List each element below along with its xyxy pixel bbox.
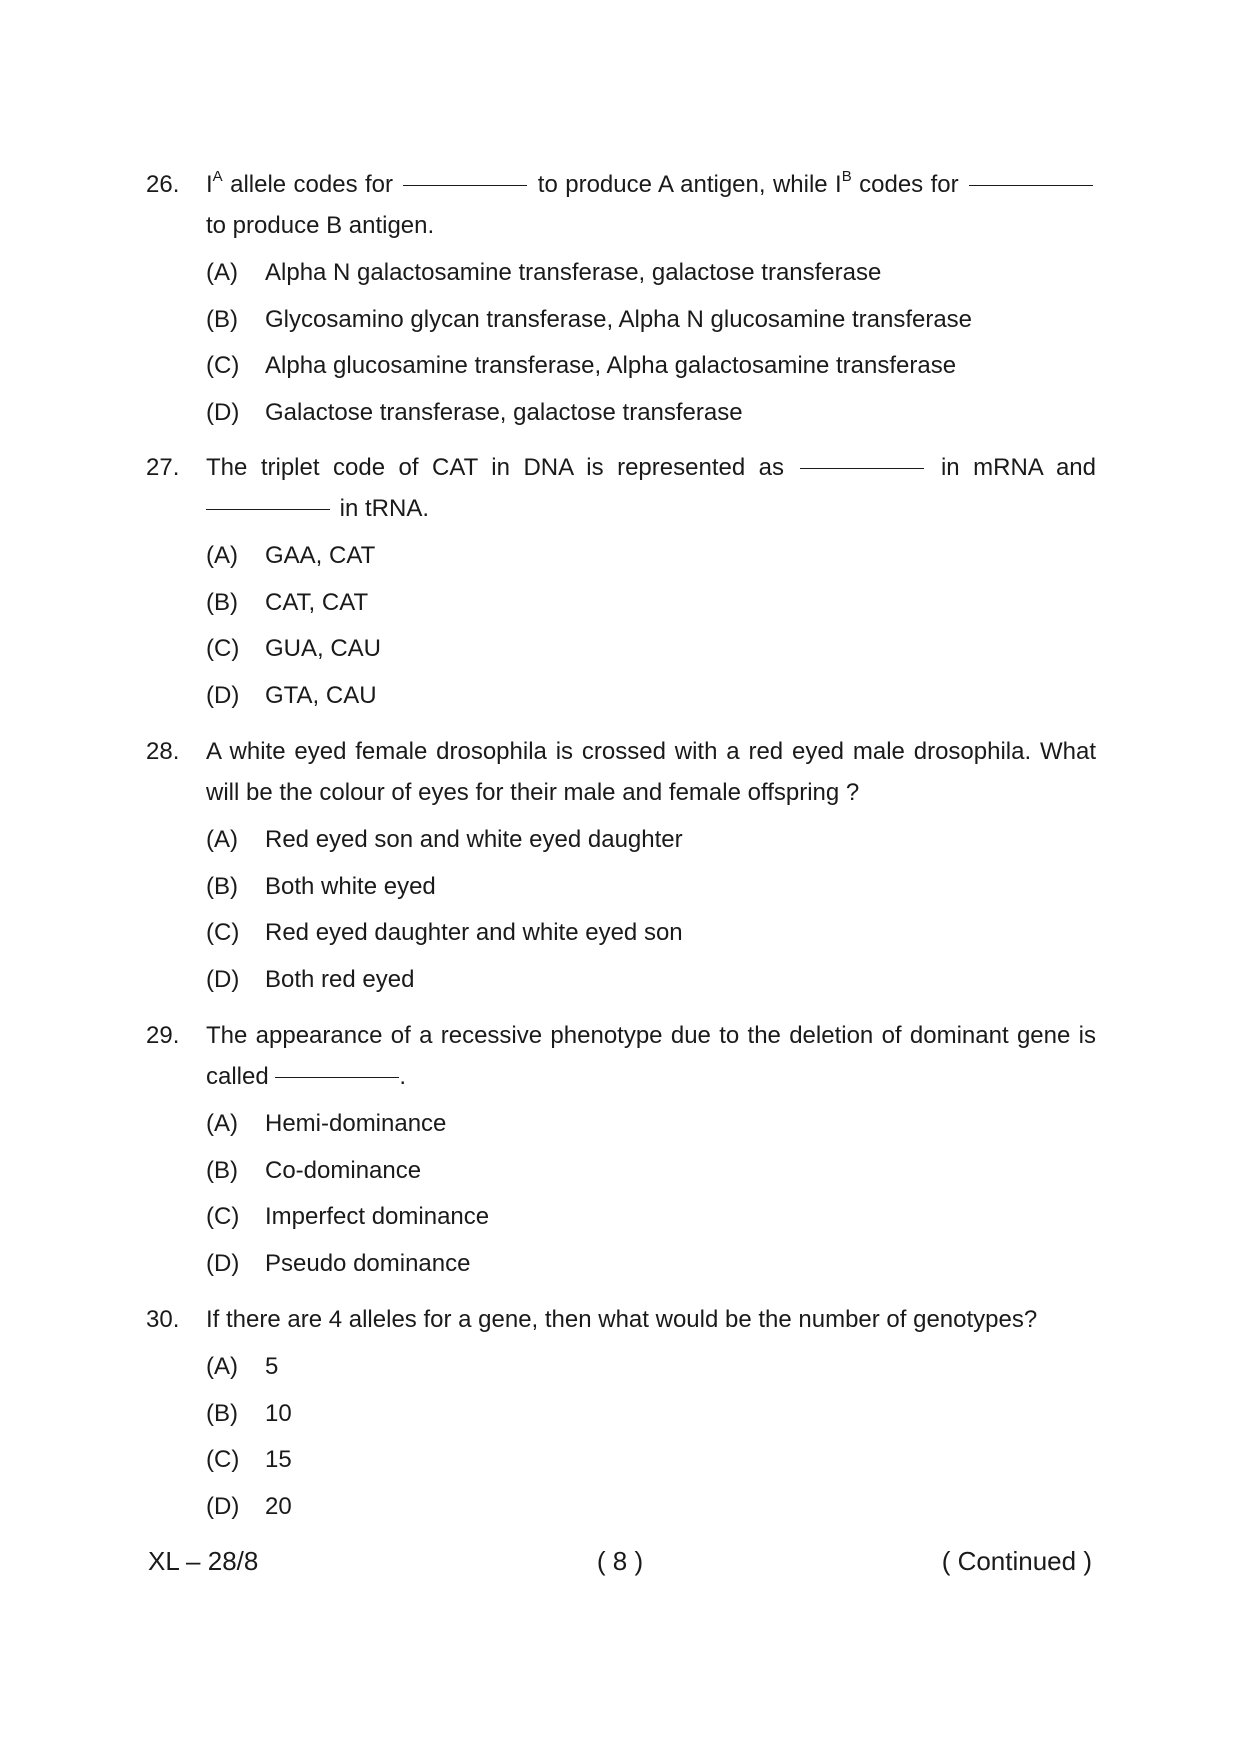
option-b: (B) Both white eyed [206,872,436,900]
option-b: (B) Co-dominance [206,1156,422,1184]
option-d: (D) Galactose transferase, galactose transferase [206,398,743,426]
question-number: 29. [146,1022,180,1049]
option-a: (A) 5 [206,1353,279,1380]
option-a: (A) GAA, CAT [206,542,376,569]
option-a: (A) Red eyed son and white eyed daughter [206,826,683,853]
option-d: (D) GTA, CAU [206,681,377,709]
question-28 [146,731,1096,1003]
question-text: A white eyed female drosophila is crossed with a red eyed male drosophila. What will be the colour of eyes for their male and female offspring ? [206,738,1096,806]
option-a: (A) Alpha N galactosamine transferase, galactose transferase [206,259,882,286]
options-list [206,817,1096,1003]
continued-label: ( Continued ) [941,1546,1092,1576]
question-26 [146,164,1096,436]
question-text: If there are 4 alleles for a gene, then what would be the number of genotypes? [206,1306,1038,1333]
question-text: The appearance of a recessive phenotype due to the deletion of dominant gene is called . [206,1022,1096,1090]
paper-code: XL – 28/8 [148,1546,259,1576]
answer-blank [403,185,527,186]
option-c: (C) Imperfect dominance [206,1203,490,1230]
option-b: (B) Glycosamino glycan transferase, Alpha N glucosamine transferase [206,305,973,333]
option-c: (C) Red eyed daughter and white eyed son [206,919,683,946]
option-d: (D) Both red eyed [206,965,415,993]
question-27 [146,447,1096,719]
question-text: $I^A$ allele codes for to produce A antigen, while $I^B$ codes for to produce B antigen. [206,164,1096,246]
option-b: (B) 10 [206,1399,292,1427]
options-list [206,1344,1096,1530]
page-number: ( 8 ) [596,1546,644,1576]
answer-blank [275,1077,399,1078]
question-29 [146,1015,1096,1287]
option-d: (D) Pseudo dominance [206,1249,471,1277]
option-c: (C) GUA, CAU [206,635,382,662]
option-c: (C) 15 [206,1446,292,1473]
question-30 [146,1299,1096,1530]
question-text: The triplet code of CAT in DNA is represented as in mRNA and in tRNA. [206,454,1096,522]
question-number: 27. [146,454,180,481]
options-list [206,1101,1096,1287]
question-number: 26. [146,171,180,198]
options-list [206,533,1096,719]
option-c: (C) Alpha glucosamine transferase, Alpha galactosamine transferase [206,352,957,379]
answer-blank [969,185,1093,186]
question-number: 28. [146,738,180,765]
question-number: 30. [146,1306,180,1333]
option-a: (A) Hemi-dominance [206,1110,447,1137]
answer-blank [800,468,924,469]
option-b: (B) CAT, CAT [206,588,369,616]
options-list [206,250,1096,436]
option-d: (D) 20 [206,1492,292,1520]
page-footer [148,1546,1092,1586]
answer-blank [206,509,330,510]
